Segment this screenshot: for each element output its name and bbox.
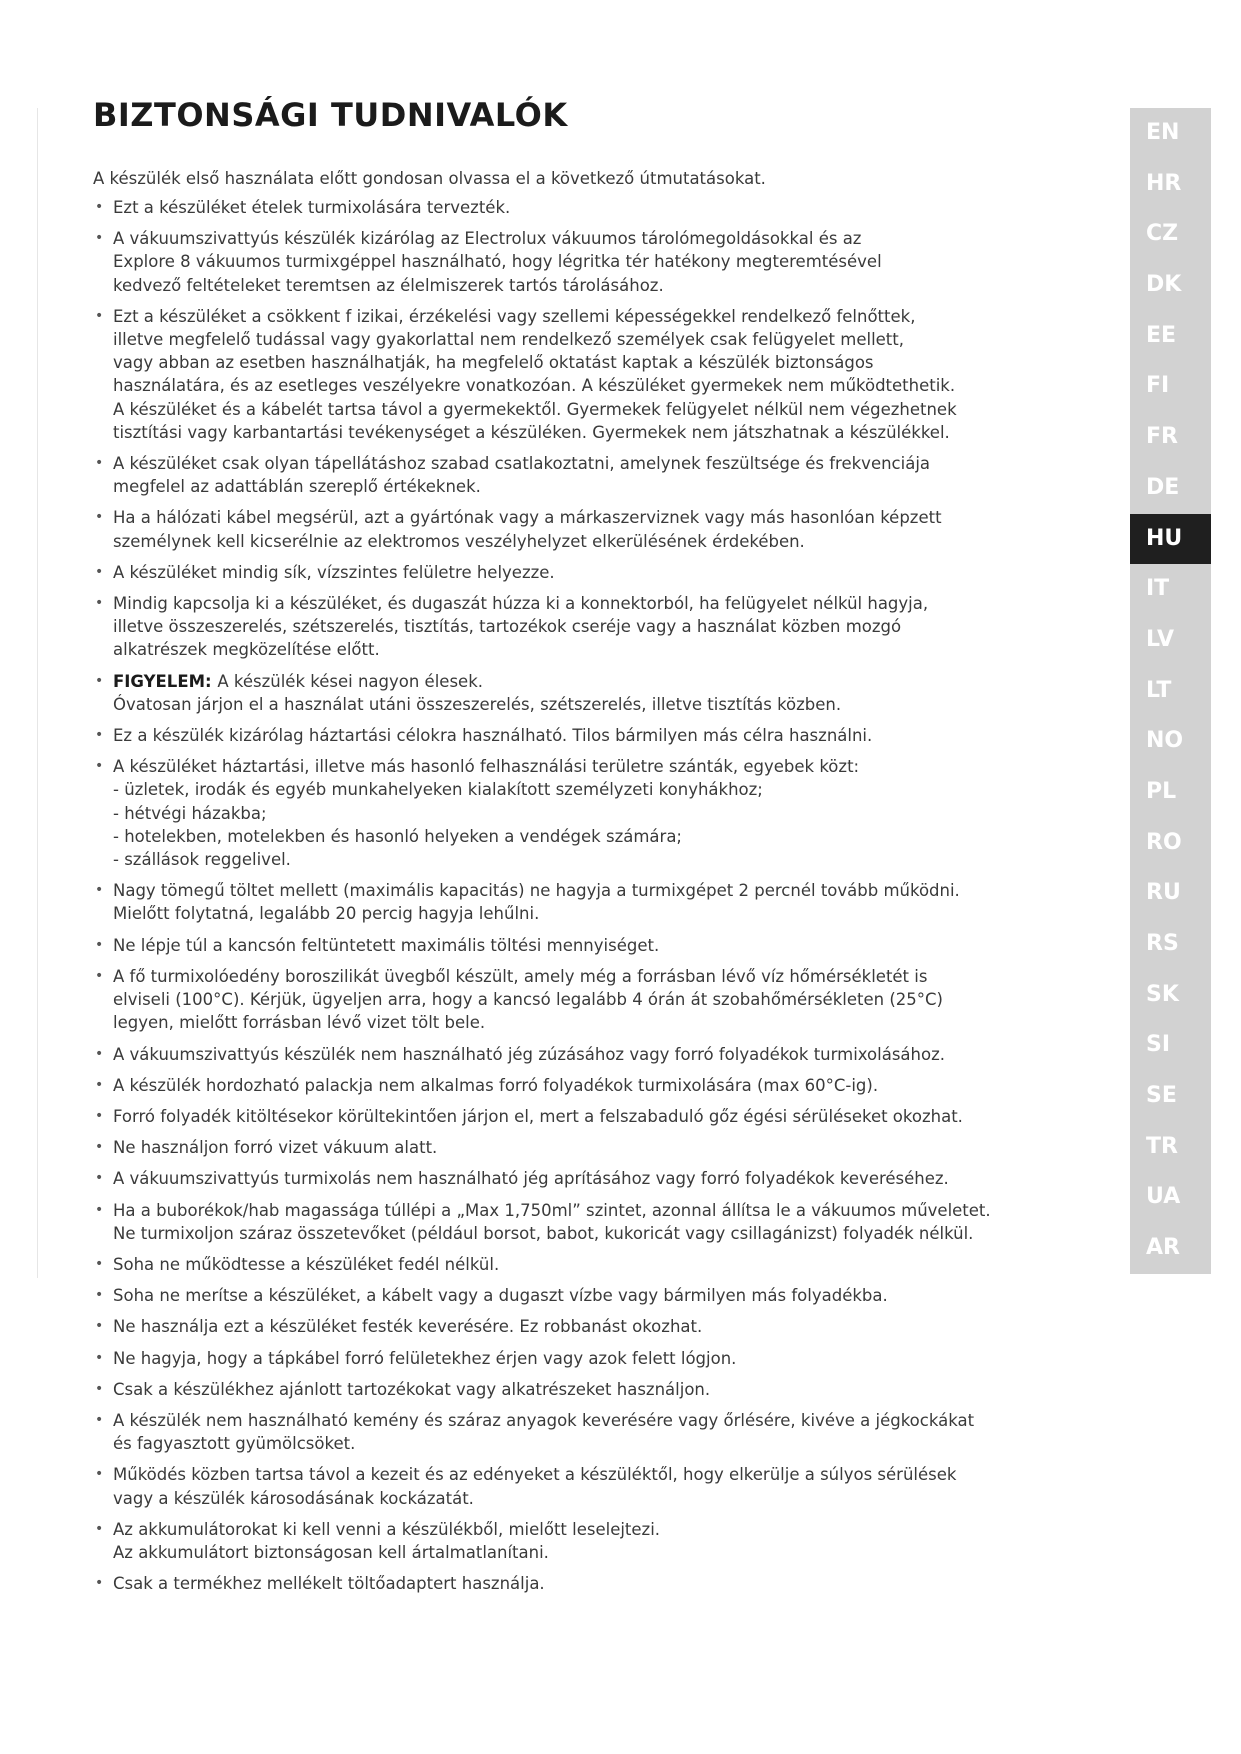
language-tab-en[interactable]: EN (1146, 120, 1180, 145)
language-tab-se[interactable]: SE (1146, 1083, 1177, 1109)
language-tab-ee[interactable]: EE (1146, 322, 1177, 348)
language-tab-ar[interactable]: AR (1146, 1235, 1180, 1261)
list-item: • Forró folyadék kitöltésekor körültekintően járjon el, mert a felszabaduló gőz égési sérüléseket okozhat. (93, 1105, 1083, 1128)
list-item: • Soha ne működtesse a készüléket fedél nélkül. (93, 1253, 1083, 1276)
list-item: • Ezt a készüléket ételek turmixolására tervezték. (93, 196, 1083, 219)
margin-rule (37, 108, 38, 1278)
list-item: • Soha ne merítse a készüléket, a kábelt vagy a dugaszt vízbe vagy bármilyen más folyadékba. (93, 1284, 1083, 1307)
safety-list (93, 196, 1083, 1603)
list-item: • A vákuumszivattyús készülék kizárólag az Electrolux vákuumos tárolómegoldásokkal és az Explore 8 vákuumos turmixgéppel használható, hogy légritka tér hatékony megteremtésével kedvező feltételeket teremtsen az élelmiszerek tartós tárolásához. (93, 227, 1083, 297)
list-item: • A készüléket csak olyan tápellátáshoz szabad csatlakoztatni, amelynek feszültsége és frekvenciája megfelel az adattáblán szereplő értékeknek. (93, 452, 1083, 498)
language-tab-de[interactable]: DE (1146, 474, 1180, 500)
list-item: • A vákuumszivattyús készülék nem használható jég zúzásához vagy forró folyadékok turmixolásához. (93, 1043, 1083, 1066)
list-item: • A fő turmixolóedény boroszilikát üvegből készült, amely még a forrásban lévő víz hőmérsékletét is elviseli (100°C). Kérjük, ügyeljen arra, hogy a kancsó legalább 4 órán át szobahőmérsékleten (25°C) legyen, mielőtt forrásban lévő vizet tölt bele. (93, 965, 1083, 1035)
list-item: • Működés közben tartsa távol a kezeit és az edényeket a készüléktől, hogy elkerülje a súlyos sérülések vagy a készülék károsodásának kockázatát. (93, 1463, 1083, 1509)
language-tab-pl[interactable]: PL (1146, 778, 1177, 804)
language-tab-lt[interactable]: LT (1146, 677, 1172, 703)
list-item: • Ha a hálózati kábel megsérül, azt a gyártónak vagy a márkaszerviznek vagy más hasonlóan képzett személynek kell kicserélnie az elektromos veszélyhelyzet elkerülésének érdekében. (93, 506, 1083, 552)
language-tab-it[interactable]: IT (1146, 576, 1170, 602)
list-item: • A készülék nem használható kemény és száraz anyagok keverésére vagy őrlésére, kivéve a jégkockákat és fagyasztott gyümölcsöket. (93, 1409, 1083, 1455)
language-tab-cz[interactable]: CZ (1146, 221, 1179, 247)
list-item: • Ne lépje túl a kancsón feltüntetett maximális töltési mennyiséget. (93, 934, 1083, 957)
language-tab-ro[interactable]: RO (1146, 829, 1182, 855)
list-item: • A készüléket mindig sík, vízszintes felületre helyezze. (93, 561, 1083, 584)
list-item: • Nagy tömegű töltet mellett (maximális kapacitás) ne hagyja a turmixgépet 2 percnél tovább működni. Mielőtt folytatná, legalább 20 percig hagyja lehűlni. (93, 879, 1083, 925)
list-item: • Mindig kapcsolja ki a készüléket, és dugaszát húzza ki a konnektorból, ha felügyelet nélkül hagyja, illetve összeszerelés, szétszerelés, tisztítás, tartozékok cseréje vagy a használat közben mozgó alkatrészek megközelítése előtt. (93, 592, 1083, 662)
language-tabs (1130, 108, 1211, 1274)
intro-text: A készülék első használata előtt gondosan olvassa el a következő útmutatásokat. (93, 169, 766, 188)
language-tab-hr[interactable]: HR (1146, 170, 1182, 196)
list-item: • Az akkumulátorokat ki kell venni a készülékből, mielőtt leselejtezi. Az akkumulátort biztonságosan kell ártalmatlanítani. (93, 1518, 1083, 1564)
language-tab-tr[interactable]: TR (1146, 1133, 1178, 1159)
list-item: • Ha a buborékok/hab magassága túllépi a „Max 1,750ml” szintet, azonnal állítsa le a vákuumos műveletet. Ne turmixoljon száraz összetevőket (például borsot, babot, kukoricát vagy csillagánizst) folyadék nélkül. (93, 1199, 1083, 1245)
language-tab-fr[interactable]: FR (1146, 424, 1178, 450)
warning-label: FIGYELEM: (113, 671, 218, 691)
page-title: BIZTONSÁGI TUDNIVALÓK (93, 96, 568, 134)
list-item: • A készüléket háztartási, illetve más hasonló felhasználási területre szánták, egyebek közt: - üzletek, irodák és egyéb munkahelyeken kialakított személyzeti konyhákhoz; - hétvégi házakba; - hotelekben, motelekben és hasonló helyeken a vendégek számára; - szállások reggelivel. (93, 755, 1083, 871)
list-item: • Ez a készülék kizárólag háztartási célokra használható. Tilos bármilyen más célra használni. (93, 724, 1083, 747)
list-item: • A készülék hordozható palackja nem alkalmas forró folyadékok turmixolására (max 60°C-ig). (93, 1074, 1083, 1097)
list-item: • Csak a termékhez mellékelt töltőadaptert használja. (93, 1572, 1083, 1595)
language-tab-no[interactable]: NO (1146, 728, 1184, 754)
language-tab-fi[interactable]: FI (1146, 373, 1170, 399)
list-item: • Ne hagyja, hogy a tápkábel forró felületekhez érjen vagy azok felett lógjon. (93, 1347, 1083, 1370)
list-item: • Ne használja ezt a készüléket festék keverésére. Ez robbanást okozhat. (93, 1315, 1083, 1338)
language-tab-si[interactable]: SI (1146, 1032, 1171, 1058)
language-tab-lv[interactable]: LV (1146, 626, 1175, 652)
list-item: • Ne használjon forró vizet vákuum alatt. (93, 1136, 1083, 1159)
language-tab-dk[interactable]: DK (1146, 272, 1182, 298)
list-item: • Csak a készülékhez ajánlott tartozékokat vagy alkatrészeket használjon. (93, 1378, 1083, 1401)
list-item: • A vákuumszivattyús turmixolás nem használható jég aprításához vagy forró folyadékok keveréséhez. (93, 1167, 1083, 1190)
language-tab-rs[interactable]: RS (1146, 931, 1179, 956)
language-tab-sk[interactable]: SK (1146, 981, 1179, 1007)
language-tab-ru[interactable]: RU (1146, 880, 1181, 906)
list-item: • Ezt a készüléket a csökkent f izikai, érzékelési vagy szellemi képességekkel rendelkező felnőttek, illetve megfelelő tudással vagy gyakorlattal nem rendelkező személyek csak felügyelet mellett, vagy abban az esetben használhatják, ha megfelelő oktatást kaptak a készülék biztonságos használatára, és az esetleges veszélyekre vonatkozóan. A készüléket gyermekek nem működtethetik. A készüléket és a kábelét tartsa távol a gyermekektől. Gyermekek felügyelet nélkül nem végezhetnek tisztítási vagy karbantartási tevékenységet a készüléken. Gyermekek nem játszhatnak a készülékkel. (93, 305, 1083, 444)
list-item: • FIGYELEM: A készülék kései nagyon élesek. Óvatosan járjon el a használat utáni összeszerelés, szétszerelés, illetve tisztítás közben. (93, 670, 1083, 716)
language-tab-ua[interactable]: UA (1146, 1184, 1181, 1210)
language-tab-hu[interactable]: HU (1130, 514, 1211, 565)
